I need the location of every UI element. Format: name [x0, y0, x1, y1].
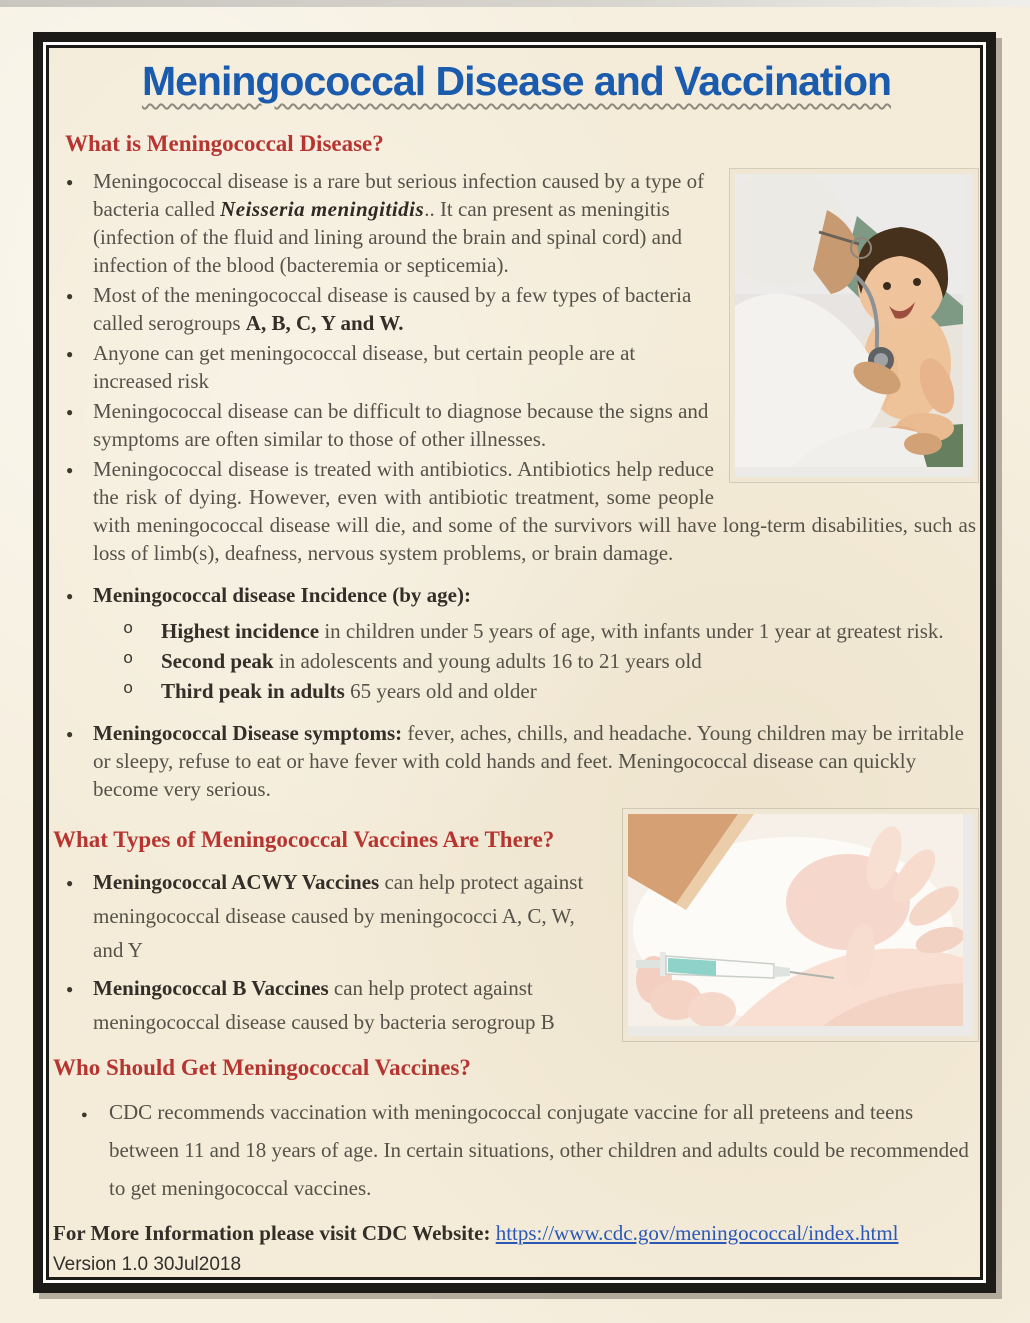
list-item-definition: [57, 167, 976, 279]
text-run: fever, aches, chills, and headache. Young children may be irritable or sleepy, refuse to eat or have fever with cold hands and feet. Meningococcal disease can quickly become very serious.: [93, 721, 964, 801]
text-run: Meningococcal disease is a rare but serious infection caused by a type of bacteria called: [93, 169, 705, 221]
text-run: in adolescents and young adults 16 to 21 years old: [273, 649, 702, 673]
page-content: [46, 45, 983, 1280]
text-run: can help protect against meningococcal disease caused by bacteria serogroup B: [93, 976, 555, 1034]
list-item-cdc-recommendation: ● CDC recommends vaccination with meningococcal conjugate vaccine for all preteens and teens between 11 and 18 years of age. In certain situations, other children and adults could be recommended to get meningococcal vaccines.: [57, 1093, 976, 1207]
text-run-bold: Meningococcal B Vaccines: [93, 976, 329, 1000]
version-label: Version 1.0 30Jul2018: [53, 1254, 242, 1275]
text-run-bold: Meningococcal ACWY Vaccines: [93, 870, 380, 894]
list-item-symptoms: [57, 719, 976, 803]
text-run-bold: Second peak: [161, 649, 274, 673]
sublist-item-highest: [57, 617, 976, 645]
footer-info: [53, 1221, 976, 1246]
list-item-anyone: ● Anyone can get meningococcal disease, but certain people are at increased risk: [57, 339, 976, 395]
section-heading-who-should: Who Should Get Meningococcal Vaccines?: [53, 1055, 471, 1080]
text-run: Most of the meningococcal disease is caused by a few types of bacteria called serogroups: [93, 283, 692, 335]
scan-artifact-strip: [0, 0, 1030, 7]
section-heading-what-is: What is Meningococcal Disease?: [65, 131, 384, 156]
section-heading-vaccine-types: What Types of Meningococcal Vaccines Are There?: [53, 827, 555, 852]
sublist-item-second-peak: [57, 647, 976, 675]
cdc-website-link[interactable]: https://www.cdc.gov/meningococcal/index.html: [495, 1221, 899, 1245]
list-item-serogroups: [57, 281, 976, 337]
text-run: 65 years old and older: [344, 679, 537, 703]
text-run: can help protect against meningococcal disease caused by meningococci A, C, W, and Y: [93, 870, 584, 962]
page-frame: [33, 32, 996, 1293]
list-item-diagnose: ● Meningococcal disease can be difficult to diagnose because the signs and symptoms are often similar to those of other illnesses.: [57, 397, 976, 453]
text-run-bold: A, B, C, Y and W.: [245, 311, 404, 335]
list-item-b-vaccines: [57, 971, 976, 1039]
list-item-acwy-vaccines: [57, 865, 976, 967]
text-run-bold: Meningococcal Disease symptoms:: [93, 721, 403, 745]
text-run: .. It can present as meningitis (infection of the fluid and lining around the brain and spinal cord) and infection of the blood (bacteremia or septicemia).: [93, 197, 682, 277]
text-run-bold: Third peak in adults: [161, 679, 345, 703]
list-item-antibiotics: ● Meningococcal disease is treated with antibiotics. Antibiotics help reduce the risk of dying. However, even with antibiotic treatment, some people with meningococcal disease will die, and some of the survivors will have long-term disabilities, such as loss of limb(s), deafness, nervous system problems, or brain damage.: [57, 455, 976, 567]
sublist-item-third-peak: [57, 677, 976, 705]
text-run: in children under 5 years of age, with infants under 1 year at greatest risk.: [319, 619, 944, 643]
text-run-italic: Neisseria meningitidis: [220, 197, 425, 221]
text-run-bold: Highest incidence: [161, 619, 320, 643]
page-title: Meningococcal Disease and Vaccination: [141, 58, 892, 104]
list-item-incidence-heading: ● Meningococcal disease Incidence (by age):: [57, 581, 976, 609]
footer-label: For More Information please visit CDC Website:: [53, 1221, 496, 1245]
